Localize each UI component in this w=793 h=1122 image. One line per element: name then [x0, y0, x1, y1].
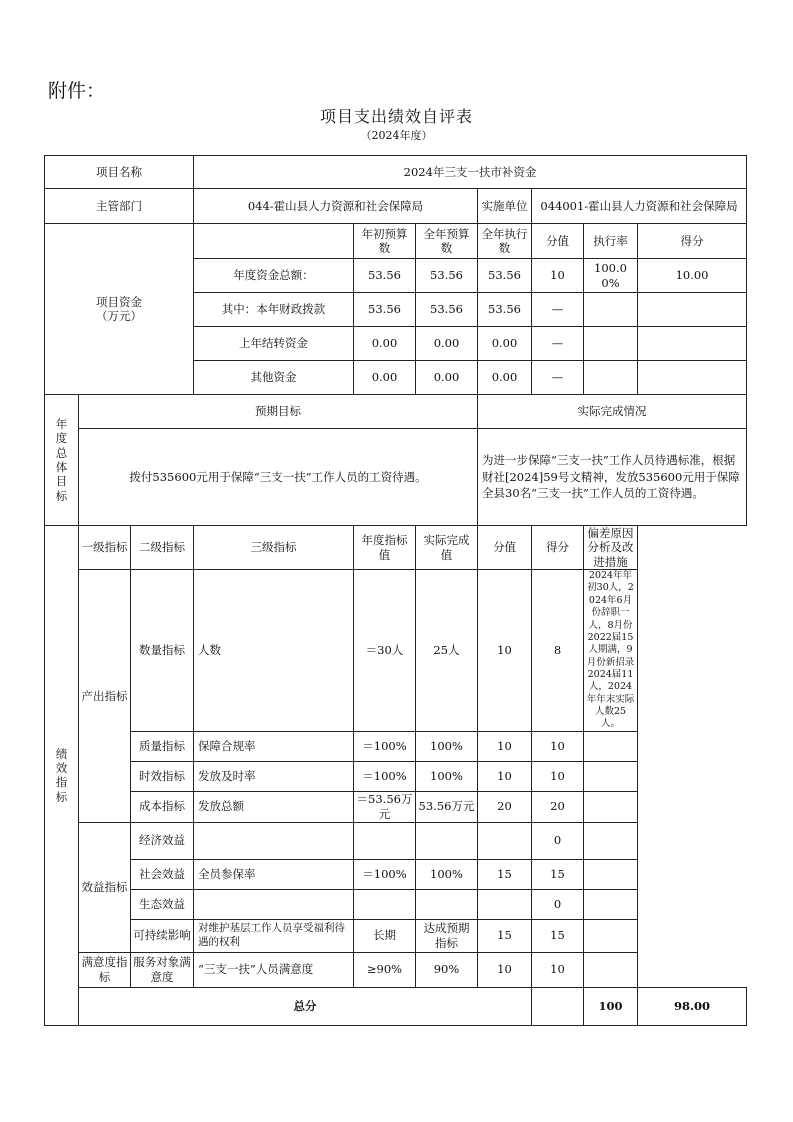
perf-l2: 成本指标 — [131, 791, 194, 822]
funds-row-executed: 53.56 — [478, 293, 532, 327]
perf-weight: 15 — [478, 859, 532, 889]
funds-row-annual: 53.56 — [416, 259, 478, 293]
perf-actual: 100% — [416, 859, 478, 889]
funds-row-weight: — — [532, 293, 584, 327]
project-name-label: 项目名称 — [45, 156, 194, 189]
perf-target: 长期 — [354, 919, 416, 952]
perf-note — [584, 952, 638, 987]
perf-score: 10 — [532, 731, 584, 761]
satisfaction-label: 满意度指标 — [79, 952, 131, 987]
perf-row — [45, 919, 747, 952]
perf-actual: 53.56万元 — [416, 791, 478, 822]
funds-header-annual: 全年预算数 — [416, 224, 478, 259]
funds-row-annual: 0.00 — [416, 361, 478, 395]
total-row — [45, 987, 747, 1025]
funds-row-score — [638, 361, 747, 395]
output-label: 产出指标 — [79, 570, 131, 822]
perf-weight — [478, 889, 532, 919]
perf-header-l3: 三级指标 — [194, 526, 354, 570]
funds-row-label: 其他资金 — [194, 361, 354, 395]
perf-note — [584, 791, 638, 822]
total-label: 总分 — [79, 987, 532, 1025]
perf-weight: 15 — [478, 919, 532, 952]
perf-l2: 质量指标 — [131, 731, 194, 761]
perf-note — [584, 919, 638, 952]
funds-row-weight: 10 — [532, 259, 584, 293]
attachment-label: 附件： — [48, 80, 106, 102]
perf-header-l2: 二级指标 — [131, 526, 194, 570]
perf-note: 2024年年初30人，2024年6月份辞职一人，8月份2022届15人期满，9月份新招录2024届11人，2024年年末实际人数25人。 — [584, 570, 638, 731]
perf-target: ＝100% — [354, 859, 416, 889]
funds-row-executed: 53.56 — [478, 259, 532, 293]
funds-row-rate — [584, 293, 638, 327]
funds-header-blank — [194, 224, 354, 259]
perf-row — [45, 889, 747, 919]
perf-target: ≥90% — [354, 952, 416, 987]
funds-row-score: 10.00 — [638, 259, 747, 293]
funds-header-row — [45, 224, 747, 259]
perf-header-weight: 分值 — [478, 526, 532, 570]
perf-header-score: 得分 — [532, 526, 584, 570]
perf-note — [584, 822, 638, 859]
perf-row — [45, 859, 747, 889]
perf-row — [45, 731, 747, 761]
perf-l3: 发放总额 — [194, 791, 354, 822]
benefit-label: 效益指标 — [79, 822, 131, 952]
perf-l3: 发放及时率 — [194, 761, 354, 791]
funds-header-weight: 分值 — [532, 224, 584, 259]
perf-weight — [478, 822, 532, 859]
year-label: （2024年度） — [360, 129, 433, 142]
goals-content-row — [45, 429, 747, 526]
dept-row — [45, 189, 747, 224]
perf-actual: 达成预期指标 — [416, 919, 478, 952]
impl-label: 实施单位 — [478, 189, 532, 224]
perf-note — [584, 731, 638, 761]
goals-actual: 为进一步保障“三支一扶”工作人员待遇标准，根据财社[2024]59号文精神，发放535600元用于保障全县30名“三支一扶”工作人员的工资待遇。 — [478, 429, 747, 526]
perf-l3: “三支一扶”人员满意度 — [194, 952, 354, 987]
perf-l3: 对维护基层工作人员享受福利待遇的权利 — [194, 919, 354, 952]
perf-note — [584, 889, 638, 919]
perf-l3 — [194, 822, 354, 859]
funds-row-score — [638, 293, 747, 327]
funds-header-score: 得分 — [638, 224, 747, 259]
perf-score: 10 — [532, 761, 584, 791]
perf-row — [45, 952, 747, 987]
perf-l3 — [194, 889, 354, 919]
perf-target — [354, 822, 416, 859]
perf-l2: 生态效益 — [131, 889, 194, 919]
perf-target: ＝53.56万元 — [354, 791, 416, 822]
evaluation-table — [44, 155, 747, 1026]
perf-weight: 10 — [478, 570, 532, 731]
goals-label: 年 度 总 体 目 标 — [45, 395, 79, 526]
funds-row-executed: 0.00 — [478, 327, 532, 361]
perf-l2: 可持续影响 — [131, 919, 194, 952]
perf-l3: 保障合规率 — [194, 731, 354, 761]
perf-score: 10 — [532, 952, 584, 987]
perf-l2: 经济效益 — [131, 822, 194, 859]
funds-label: 项目资金 （万元） — [45, 224, 194, 395]
funds-row-initial: 0.00 — [354, 327, 416, 361]
perf-score: 15 — [532, 859, 584, 889]
perf-header-target: 年度指标值 — [354, 526, 416, 570]
perf-row — [45, 761, 747, 791]
perf-score: 8 — [532, 570, 584, 731]
funds-row-initial: 0.00 — [354, 361, 416, 395]
perf-l2: 社会效益 — [131, 859, 194, 889]
funds-row-score — [638, 327, 747, 361]
funds-row-annual: 53.56 — [416, 293, 478, 327]
perf-row — [45, 791, 747, 822]
funds-row-initial: 53.56 — [354, 293, 416, 327]
funds-row-annual: 0.00 — [416, 327, 478, 361]
page-title: 项目支出绩效自评表 — [319, 107, 473, 126]
project-name-value: 2024年三支一扶市补资金 — [194, 156, 747, 189]
perf-actual: 25人 — [416, 570, 478, 731]
perf-note — [584, 761, 638, 791]
perf-header-note: 偏差原因分析及改进措施 — [584, 526, 638, 570]
total-blank — [532, 987, 584, 1025]
perf-weight: 10 — [478, 731, 532, 761]
perf-actual: 100% — [416, 761, 478, 791]
perf-note — [584, 859, 638, 889]
perf-l2: 服务对象满意度 — [131, 952, 194, 987]
funds-row-executed: 0.00 — [478, 361, 532, 395]
funds-header-executed: 全年执行数 — [478, 224, 532, 259]
perf-actual: 90% — [416, 952, 478, 987]
perf-actual: 100% — [416, 731, 478, 761]
perf-label: 绩 效 指 标 — [45, 526, 79, 1026]
goals-actual-header: 实际完成情况 — [478, 395, 747, 429]
perf-weight: 10 — [478, 761, 532, 791]
dept-value: 044-霍山县人力资源和社会保障局 — [194, 189, 478, 224]
perf-actual — [416, 889, 478, 919]
perf-target: ＝100% — [354, 761, 416, 791]
perf-l3: 人数 — [194, 570, 354, 731]
goals-header-row — [45, 395, 747, 429]
perf-target: ＝100% — [354, 731, 416, 761]
funds-row-rate — [584, 361, 638, 395]
funds-row-label: 上年结转资金 — [194, 327, 354, 361]
perf-l2: 数量指标 — [131, 570, 194, 731]
funds-row-label: 其中：本年财政拨款 — [194, 293, 354, 327]
funds-row-rate — [584, 327, 638, 361]
total-weight: 100 — [584, 987, 638, 1025]
goals-expected-header: 预期目标 — [79, 395, 478, 429]
total-score: 98.00 — [638, 987, 747, 1025]
perf-weight: 20 — [478, 791, 532, 822]
funds-header-rate: 执行率 — [584, 224, 638, 259]
perf-target: ＝30人 — [354, 570, 416, 731]
dept-label: 主管部门 — [45, 189, 194, 224]
perf-header-actual: 实际完成值 — [416, 526, 478, 570]
perf-score: 0 — [532, 822, 584, 859]
perf-header-row — [45, 526, 747, 570]
perf-row — [45, 570, 747, 731]
project-name-row — [45, 156, 747, 189]
perf-actual — [416, 822, 478, 859]
funds-row-initial: 53.56 — [354, 259, 416, 293]
funds-row-weight: — — [532, 327, 584, 361]
perf-row — [45, 822, 747, 859]
perf-score: 20 — [532, 791, 584, 822]
perf-score: 0 — [532, 889, 584, 919]
perf-target — [354, 889, 416, 919]
perf-header-l1: 一级指标 — [79, 526, 131, 570]
perf-score: 15 — [532, 919, 584, 952]
perf-weight: 10 — [478, 952, 532, 987]
impl-value: 044001-霍山县人力资源和社会保障局 — [532, 189, 747, 224]
perf-l2: 时效指标 — [131, 761, 194, 791]
funds-row-rate: 100.00% — [584, 259, 638, 293]
funds-row-label: 年度资金总额： — [194, 259, 354, 293]
perf-l3: 全员参保率 — [194, 859, 354, 889]
funds-row-weight: — — [532, 361, 584, 395]
goals-expected: 拨付535600元用于保障“三支一扶”工作人员的工资待遇。 — [79, 429, 478, 526]
funds-header-initial: 年初预算数 — [354, 224, 416, 259]
